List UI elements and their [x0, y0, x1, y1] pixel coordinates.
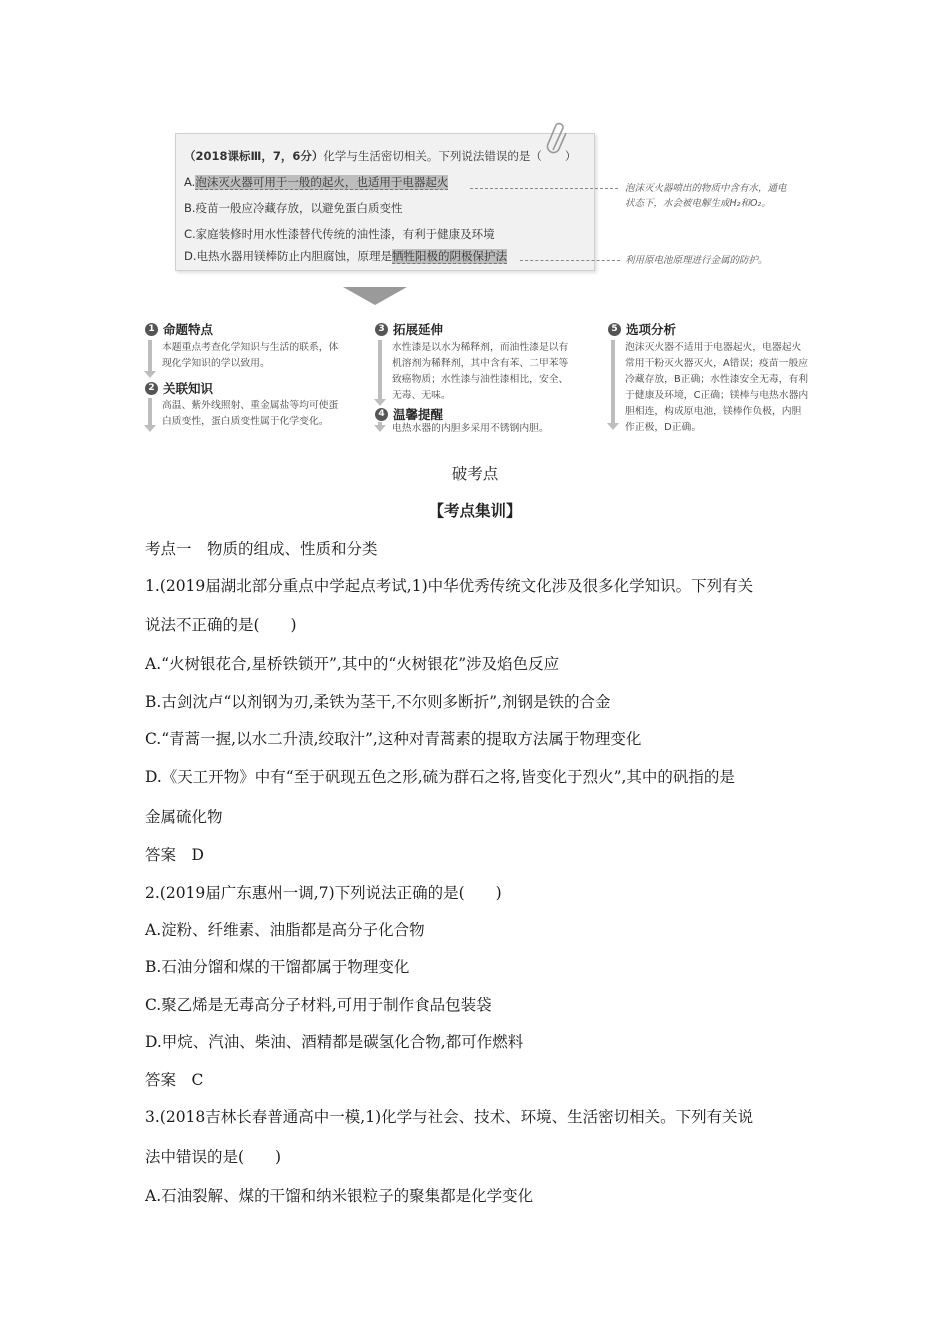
q2-option-a: A.淀粉、纤维素、油脂都是高分子化合物	[145, 921, 425, 939]
section-5-bar	[611, 340, 615, 424]
option-d: D.电热水器用镁棒防止内胆腐蚀，原理是牺牲阳极的阴极保护法	[184, 249, 508, 263]
leader-line-a	[470, 188, 618, 189]
section-4-body: 电热水器的内胆多采用不锈钢内胆。	[392, 423, 549, 434]
section-2-bar	[148, 398, 152, 426]
option-d-highlight: 牺牲阳极的阴极保护法	[392, 249, 508, 263]
q1-option-b: B.古剑沈卢“以剂钢为刃,柔铁为茎干,不尔则多断折”,剂钢是铁的合金	[145, 693, 611, 711]
q1-option-d-line2: 金属硫化物	[145, 808, 223, 826]
q1-option-a: A.“火树银花合,星桥铁锁开”,其中的“火树银花”涉及焰色反应	[145, 655, 560, 673]
section-3-bar	[378, 340, 382, 400]
q1-option-c: C.“青蒿一握,以水二升渍,绞取汁”,这种对青蒿素的提取方法属于物理变化	[145, 730, 642, 748]
q2-stem: 2.(2019届广东惠州一调,7)下列说法正确的是( )	[145, 884, 502, 902]
section-3-title: 3 拓展延伸	[375, 320, 443, 338]
topic-title: 考点一 物质的组成、性质和分类	[145, 540, 378, 558]
option-b: B.疫苗一般应冷藏存放，以避免蛋白质变性	[184, 201, 403, 215]
note-d: 利用原电池原理进行金属的防护。	[625, 255, 768, 266]
q1-answer: 答案 D	[145, 846, 204, 864]
q2-option-c: C.聚乙烯是无毒高分子材料,可用于制作食品包装袋	[145, 996, 492, 1014]
q3-stem-line2: 法中错误的是( )	[145, 1148, 282, 1166]
q2-option-d: D.甲烷、汽油、柴油、酒精都是碳氢化合物,都可作燃料	[145, 1033, 524, 1051]
note-a: 泡沫灭火器喷出的物质中含有水，通电 状态下，水会被电解生成H₂和O₂。	[625, 183, 787, 209]
q2-answer: 答案 C	[145, 1071, 204, 1089]
section-1-title: 1 命题特点	[145, 320, 213, 338]
section-5-title: 5 选项分析	[608, 320, 676, 338]
section-5-body: 泡沫灭火器不适用于电器起火，电器起火 常用干粉灭火器灭火，A错误；疫苗一般应 冷藏存放，B正确；水性漆安全无毒，有利 于健康及环境，C正确；镁棒与电热水器内 胆相连，构成原电池，镁棒作负极，内胆 作正极，D正确。	[625, 342, 809, 433]
section-heading: 破考点	[451, 465, 499, 483]
section-2-body: 高温、紫外线照射、重金属盐等均可使蛋 白质变性，蛋白质变性属于化学变化。	[162, 400, 339, 427]
option-a-highlight: 泡沫灭火器可用于一般的起火，也适用于电器起火	[195, 175, 449, 189]
section-2-title: 2 关联知识	[145, 379, 213, 397]
question-stem: （2018课标Ⅲ，7，6分）化学与生活密切相关。下列说法错误的是（ ）	[184, 149, 577, 163]
down-arrow-icon	[343, 287, 407, 305]
section-1-body: 本题重点考查化学知识与生活的联系，体 现化学知识的学以致用。	[162, 342, 339, 369]
q1-stem-line1: 1.(2019届湖北部分重点中学起点考试,1)中华优秀传统文化涉及很多化学知识。下列有关	[145, 577, 754, 595]
question-source: （2018课标Ⅲ，7，6分）	[184, 149, 324, 163]
q2-option-b: B.石油分馏和煤的干馏都属于物理变化	[145, 958, 410, 976]
q3-stem-line1: 3.(2018吉林长春普通高中一模,1)化学与社会、技术、环境、生活密切相关。下列有关说	[145, 1108, 754, 1126]
q1-stem-line2: 说法不正确的是( )	[145, 616, 297, 634]
option-c: C.家庭装修时用水性漆替代传统的油性漆，有利于健康及环境	[184, 227, 495, 241]
sub-heading: 【考点集训】	[428, 501, 522, 520]
section-4-title: 4 温馨提醒	[375, 405, 443, 423]
section-1-bar	[148, 340, 152, 372]
section-3-body: 水性漆是以水为稀释剂，而油性漆是以有 机溶剂为稀释剂，其中含有苯、二甲苯等 致癌物质；水性漆与油性漆相比，安全、 无毒、无味。	[392, 342, 569, 401]
q1-option-d-line1: D.《天工开物》中有“至于矾现五色之形,硫为群石之将,皆变化于烈火”,其中的矾指的是	[145, 768, 735, 786]
option-a: A.泡沫灭火器可用于一般的起火，也适用于电器起火	[184, 175, 449, 189]
paperclip-icon	[545, 120, 571, 156]
leader-line-d	[520, 260, 620, 261]
q3-option-a: A.石油裂解、煤的干馏和纳米银粒子的聚集都是化学变化	[145, 1187, 534, 1205]
question-card	[175, 133, 595, 271]
section-4-bar	[378, 422, 382, 426]
